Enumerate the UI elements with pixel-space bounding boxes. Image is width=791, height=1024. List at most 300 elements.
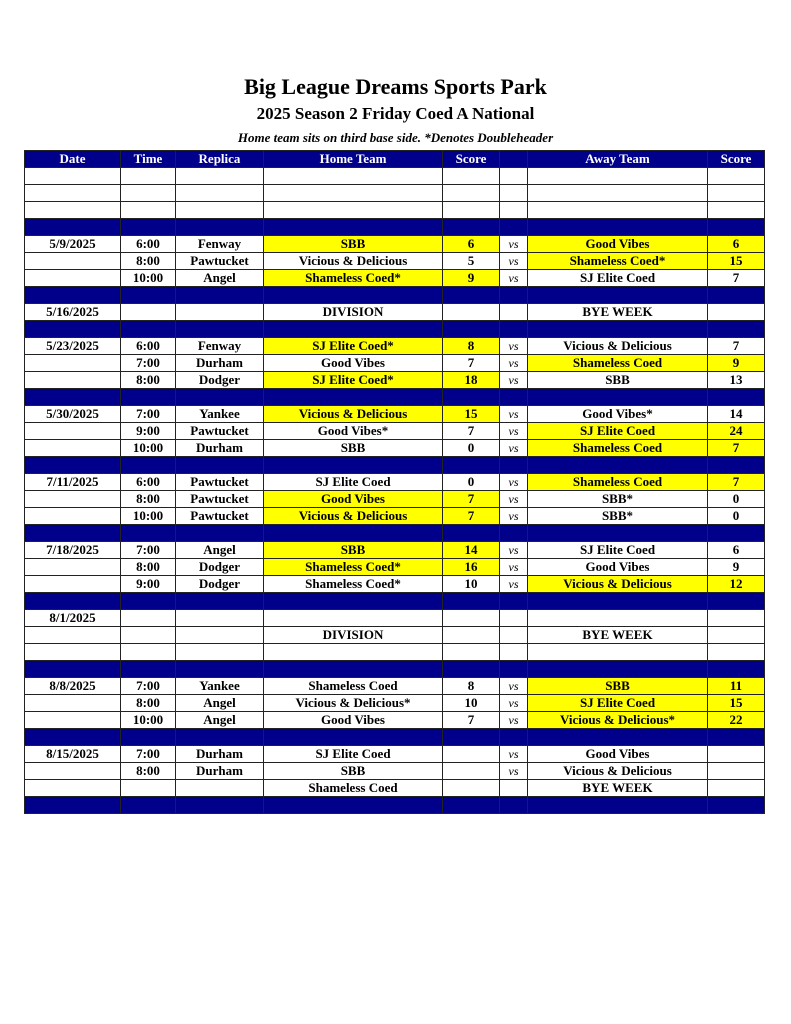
table-row	[25, 168, 765, 185]
date-cell	[25, 355, 121, 372]
home-score-cell: 8	[443, 338, 500, 355]
time-cell	[121, 168, 176, 185]
table-row	[25, 610, 765, 627]
table-row	[25, 627, 765, 644]
home-score-cell	[443, 304, 500, 321]
vs-cell	[500, 185, 528, 202]
vs-cell	[500, 219, 528, 236]
home-score-cell	[443, 661, 500, 678]
date-cell	[25, 627, 121, 644]
time-cell	[121, 780, 176, 797]
date-cell	[25, 253, 121, 270]
away-score-cell	[708, 780, 765, 797]
time-cell: 9:00	[121, 576, 176, 593]
away-team-cell	[528, 287, 708, 304]
home-team-cell	[264, 610, 443, 627]
away-team-cell: Shameless Coed	[528, 474, 708, 491]
date-cell	[25, 644, 121, 661]
home-score-cell	[443, 168, 500, 185]
date-cell	[25, 559, 121, 576]
vs-cell	[500, 797, 528, 814]
replica-cell	[176, 610, 264, 627]
home-team-cell: SBB	[264, 542, 443, 559]
replica-cell: Yankee	[176, 678, 264, 695]
date-cell	[25, 270, 121, 287]
home-team-cell	[264, 593, 443, 610]
away-score-cell	[708, 185, 765, 202]
date-cell	[25, 797, 121, 814]
table-row	[25, 372, 765, 389]
table-row	[25, 695, 765, 712]
away-score-cell	[708, 797, 765, 814]
home-score-cell: 14	[443, 542, 500, 559]
away-score-cell: 7	[708, 338, 765, 355]
replica-cell	[176, 661, 264, 678]
time-cell	[121, 202, 176, 219]
home-score-cell: 0	[443, 440, 500, 457]
table-row	[25, 678, 765, 695]
date-cell	[25, 491, 121, 508]
home-score-cell	[443, 610, 500, 627]
date-cell	[25, 525, 121, 542]
week-separator-row	[25, 321, 765, 338]
home-team-cell	[264, 457, 443, 474]
away-score-cell	[708, 457, 765, 474]
away-team-cell	[528, 219, 708, 236]
away-score-cell: 6	[708, 236, 765, 253]
table-row	[25, 304, 765, 321]
home-score-cell: 15	[443, 406, 500, 423]
away-team-cell	[528, 202, 708, 219]
time-cell	[121, 185, 176, 202]
away-team-cell: SJ Elite Coed	[528, 423, 708, 440]
home-team-cell	[264, 168, 443, 185]
replica-cell	[176, 627, 264, 644]
home-score-cell	[443, 746, 500, 763]
vs-cell	[500, 644, 528, 661]
time-cell	[121, 304, 176, 321]
time-cell: 10:00	[121, 440, 176, 457]
home-team-cell: SBB	[264, 440, 443, 457]
replica-cell: Angel	[176, 542, 264, 559]
table-row	[25, 202, 765, 219]
vs-cell	[500, 627, 528, 644]
time-cell: 10:00	[121, 508, 176, 525]
away-team-cell: Good Vibes	[528, 559, 708, 576]
table-row	[25, 780, 765, 797]
away-team-cell: SBB*	[528, 491, 708, 508]
home-score-cell	[443, 780, 500, 797]
week-separator-row	[25, 219, 765, 236]
time-cell: 8:00	[121, 491, 176, 508]
date-cell	[25, 202, 121, 219]
home-team-cell: SJ Elite Coed	[264, 474, 443, 491]
away-team-cell: Vicious & Delicious	[528, 338, 708, 355]
replica-cell: Pawtucket	[176, 253, 264, 270]
time-cell	[121, 219, 176, 236]
replica-cell	[176, 780, 264, 797]
home-score-cell: 16	[443, 559, 500, 576]
time-cell	[121, 389, 176, 406]
away-team-cell: SBB	[528, 678, 708, 695]
time-cell: 6:00	[121, 236, 176, 253]
time-cell: 10:00	[121, 712, 176, 729]
away-score-cell	[708, 389, 765, 406]
schedule-note: Home team sits on third base side. *Denotes Doubleheader	[237, 130, 554, 145]
time-cell	[121, 287, 176, 304]
away-team-cell: Shameless Coed*	[528, 253, 708, 270]
away-team-cell	[528, 457, 708, 474]
away-score-cell	[708, 746, 765, 763]
date-cell	[25, 763, 121, 780]
time-cell	[121, 644, 176, 661]
vs-cell	[500, 202, 528, 219]
home-team-cell: Vicious & Delicious	[264, 406, 443, 423]
replica-cell: Durham	[176, 440, 264, 457]
time-cell: 7:00	[121, 746, 176, 763]
week-separator-row	[25, 661, 765, 678]
replica-cell: Yankee	[176, 406, 264, 423]
away-team-cell	[528, 321, 708, 338]
away-score-cell: 6	[708, 542, 765, 559]
replica-cell	[176, 287, 264, 304]
date-cell: 5/30/2025	[25, 406, 121, 423]
home-score-cell	[443, 321, 500, 338]
header-replica: Replica	[176, 151, 264, 168]
date-cell	[25, 423, 121, 440]
home-team-cell: Good Vibes*	[264, 423, 443, 440]
replica-cell	[176, 321, 264, 338]
time-cell	[121, 457, 176, 474]
time-cell	[121, 525, 176, 542]
away-score-cell: 14	[708, 406, 765, 423]
date-cell: 5/16/2025	[25, 304, 121, 321]
replica-cell: Dodger	[176, 576, 264, 593]
replica-cell: Durham	[176, 355, 264, 372]
week-separator-row	[25, 593, 765, 610]
home-team-cell: Vicious & Delicious	[264, 253, 443, 270]
home-team-cell	[264, 185, 443, 202]
time-cell	[121, 593, 176, 610]
away-team-cell: Shameless Coed	[528, 440, 708, 457]
vs-cell: vs	[500, 746, 528, 763]
home-score-cell: 10	[443, 576, 500, 593]
table-row	[25, 559, 765, 576]
home-team-cell: Shameless Coed*	[264, 270, 443, 287]
away-team-cell: Shameless Coed	[528, 355, 708, 372]
home-score-cell: 5	[443, 253, 500, 270]
away-team-cell: Vicious & Delicious*	[528, 712, 708, 729]
table-row	[25, 474, 765, 491]
time-cell	[121, 627, 176, 644]
vs-cell: vs	[500, 712, 528, 729]
replica-cell: Pawtucket	[176, 423, 264, 440]
home-team-cell	[264, 287, 443, 304]
home-score-cell	[443, 797, 500, 814]
away-score-cell: 0	[708, 491, 765, 508]
table-row	[25, 508, 765, 525]
week-separator-row	[25, 287, 765, 304]
away-team-cell	[528, 797, 708, 814]
replica-cell	[176, 729, 264, 746]
away-team-cell	[528, 661, 708, 678]
date-cell	[25, 576, 121, 593]
home-score-cell	[443, 729, 500, 746]
home-team-cell: SJ Elite Coed	[264, 746, 443, 763]
home-team-cell	[264, 797, 443, 814]
away-score-cell: 7	[708, 474, 765, 491]
date-cell: 8/8/2025	[25, 678, 121, 695]
date-cell	[25, 508, 121, 525]
replica-cell	[176, 389, 264, 406]
date-cell	[25, 389, 121, 406]
vs-cell: vs	[500, 355, 528, 372]
table-row	[25, 491, 765, 508]
replica-cell: Fenway	[176, 236, 264, 253]
time-cell: 8:00	[121, 695, 176, 712]
away-team-cell: SBB*	[528, 508, 708, 525]
table-row	[25, 712, 765, 729]
home-team-cell: Vicious & Delicious	[264, 508, 443, 525]
away-score-cell	[708, 627, 765, 644]
home-score-cell: 7	[443, 712, 500, 729]
away-score-cell	[708, 287, 765, 304]
away-team-cell	[528, 525, 708, 542]
header-home-team: Home Team	[264, 151, 443, 168]
home-score-cell	[443, 389, 500, 406]
date-cell: 8/1/2025	[25, 610, 121, 627]
replica-cell: Durham	[176, 746, 264, 763]
away-team-cell	[528, 610, 708, 627]
home-team-cell: SJ Elite Coed*	[264, 338, 443, 355]
replica-cell	[176, 202, 264, 219]
away-team-cell: Good Vibes	[528, 236, 708, 253]
vs-cell: vs	[500, 236, 528, 253]
away-score-cell: 13	[708, 372, 765, 389]
vs-cell	[500, 168, 528, 185]
home-team-cell: Good Vibes	[264, 712, 443, 729]
time-cell: 8:00	[121, 253, 176, 270]
table-row	[25, 185, 765, 202]
replica-cell: Angel	[176, 712, 264, 729]
replica-cell	[176, 644, 264, 661]
replica-cell	[176, 304, 264, 321]
vs-cell: vs	[500, 695, 528, 712]
time-cell: 8:00	[121, 372, 176, 389]
away-score-cell	[708, 168, 765, 185]
away-team-cell	[528, 729, 708, 746]
away-score-cell	[708, 321, 765, 338]
time-cell: 9:00	[121, 423, 176, 440]
home-score-cell	[443, 525, 500, 542]
vs-cell	[500, 729, 528, 746]
replica-cell: Angel	[176, 270, 264, 287]
home-score-cell: 7	[443, 423, 500, 440]
vs-cell	[500, 287, 528, 304]
date-cell: 5/9/2025	[25, 236, 121, 253]
away-score-cell	[708, 593, 765, 610]
header-vs	[500, 151, 528, 168]
home-team-cell	[264, 219, 443, 236]
time-cell: 7:00	[121, 542, 176, 559]
away-score-cell	[708, 729, 765, 746]
home-team-cell	[264, 644, 443, 661]
vs-cell	[500, 525, 528, 542]
table-row	[25, 270, 765, 287]
vs-cell: vs	[500, 491, 528, 508]
time-cell: 7:00	[121, 678, 176, 695]
away-score-cell: 15	[708, 695, 765, 712]
time-cell: 10:00	[121, 270, 176, 287]
date-cell: 8/15/2025	[25, 746, 121, 763]
vs-cell	[500, 389, 528, 406]
away-score-cell: 7	[708, 270, 765, 287]
time-cell: 6:00	[121, 338, 176, 355]
vs-cell: vs	[500, 508, 528, 525]
away-score-cell	[708, 661, 765, 678]
vs-cell	[500, 593, 528, 610]
home-team-cell: Shameless Coed*	[264, 576, 443, 593]
vs-cell: vs	[500, 270, 528, 287]
date-cell: 7/11/2025	[25, 474, 121, 491]
table-row	[25, 542, 765, 559]
away-team-cell: Vicious & Delicious	[528, 576, 708, 593]
table-row	[25, 236, 765, 253]
vs-cell	[500, 780, 528, 797]
home-score-cell: 8	[443, 678, 500, 695]
home-team-cell: SJ Elite Coed*	[264, 372, 443, 389]
home-team-cell	[264, 389, 443, 406]
home-score-cell: 7	[443, 491, 500, 508]
away-score-cell	[708, 202, 765, 219]
away-score-cell: 22	[708, 712, 765, 729]
vs-cell: vs	[500, 576, 528, 593]
home-score-cell	[443, 219, 500, 236]
away-team-cell: BYE WEEK	[528, 627, 708, 644]
home-score-cell	[443, 202, 500, 219]
table-row	[25, 406, 765, 423]
home-team-cell: Good Vibes	[264, 491, 443, 508]
home-score-cell: 7	[443, 355, 500, 372]
vs-cell: vs	[500, 474, 528, 491]
away-score-cell: 9	[708, 559, 765, 576]
away-score-cell	[708, 644, 765, 661]
header-away-score: Score	[708, 151, 765, 168]
home-team-cell: DIVISION	[264, 627, 443, 644]
home-team-cell	[264, 202, 443, 219]
table-row	[25, 746, 765, 763]
replica-cell: Dodger	[176, 559, 264, 576]
home-score-cell	[443, 763, 500, 780]
time-cell	[121, 321, 176, 338]
away-team-cell	[528, 185, 708, 202]
vs-cell: vs	[500, 253, 528, 270]
away-team-cell: BYE WEEK	[528, 304, 708, 321]
home-team-cell	[264, 525, 443, 542]
home-score-cell: 10	[443, 695, 500, 712]
home-score-cell	[443, 627, 500, 644]
away-score-cell: 24	[708, 423, 765, 440]
replica-cell	[176, 457, 264, 474]
date-cell	[25, 168, 121, 185]
replica-cell: Fenway	[176, 338, 264, 355]
vs-cell	[500, 304, 528, 321]
home-team-cell: Shameless Coed	[264, 780, 443, 797]
home-score-cell	[443, 593, 500, 610]
table-row	[25, 576, 765, 593]
week-separator-row	[25, 797, 765, 814]
away-score-cell: 7	[708, 440, 765, 457]
replica-cell: Pawtucket	[176, 474, 264, 491]
header-away-team: Away Team	[528, 151, 708, 168]
date-cell	[25, 185, 121, 202]
vs-cell	[500, 661, 528, 678]
replica-cell: Dodger	[176, 372, 264, 389]
date-cell	[25, 287, 121, 304]
replica-cell: Angel	[176, 695, 264, 712]
home-team-cell: SBB	[264, 763, 443, 780]
away-score-cell: 15	[708, 253, 765, 270]
date-cell	[25, 457, 121, 474]
date-cell	[25, 372, 121, 389]
replica-cell	[176, 797, 264, 814]
time-cell	[121, 797, 176, 814]
time-cell: 6:00	[121, 474, 176, 491]
away-team-cell	[528, 389, 708, 406]
away-score-cell	[708, 610, 765, 627]
home-score-cell: 9	[443, 270, 500, 287]
vs-cell: vs	[500, 678, 528, 695]
replica-cell: Pawtucket	[176, 491, 264, 508]
vs-cell: vs	[500, 763, 528, 780]
away-score-cell: 9	[708, 355, 765, 372]
home-score-cell: 7	[443, 508, 500, 525]
home-score-cell	[443, 287, 500, 304]
home-team-cell	[264, 321, 443, 338]
vs-cell: vs	[500, 338, 528, 355]
time-cell: 8:00	[121, 763, 176, 780]
vs-cell	[500, 321, 528, 338]
away-team-cell: SJ Elite Coed	[528, 270, 708, 287]
table-row	[25, 338, 765, 355]
away-team-cell	[528, 593, 708, 610]
time-cell	[121, 729, 176, 746]
table-row	[25, 423, 765, 440]
home-team-cell: Good Vibes	[264, 355, 443, 372]
away-team-cell: SBB	[528, 372, 708, 389]
home-team-cell: Shameless Coed*	[264, 559, 443, 576]
home-team-cell: SBB	[264, 236, 443, 253]
date-cell	[25, 219, 121, 236]
home-score-cell	[443, 185, 500, 202]
home-team-cell	[264, 729, 443, 746]
away-score-cell: 0	[708, 508, 765, 525]
home-score-cell: 6	[443, 236, 500, 253]
home-team-cell: Shameless Coed	[264, 678, 443, 695]
vs-cell: vs	[500, 542, 528, 559]
date-cell	[25, 440, 121, 457]
header-home-score: Score	[443, 151, 500, 168]
vs-cell: vs	[500, 440, 528, 457]
away-score-cell	[708, 763, 765, 780]
away-team-cell: BYE WEEK	[528, 780, 708, 797]
date-cell: 5/23/2025	[25, 338, 121, 355]
away-team-cell	[528, 168, 708, 185]
week-separator-row	[25, 525, 765, 542]
vs-cell	[500, 457, 528, 474]
home-score-cell	[443, 457, 500, 474]
week-separator-row	[25, 389, 765, 406]
